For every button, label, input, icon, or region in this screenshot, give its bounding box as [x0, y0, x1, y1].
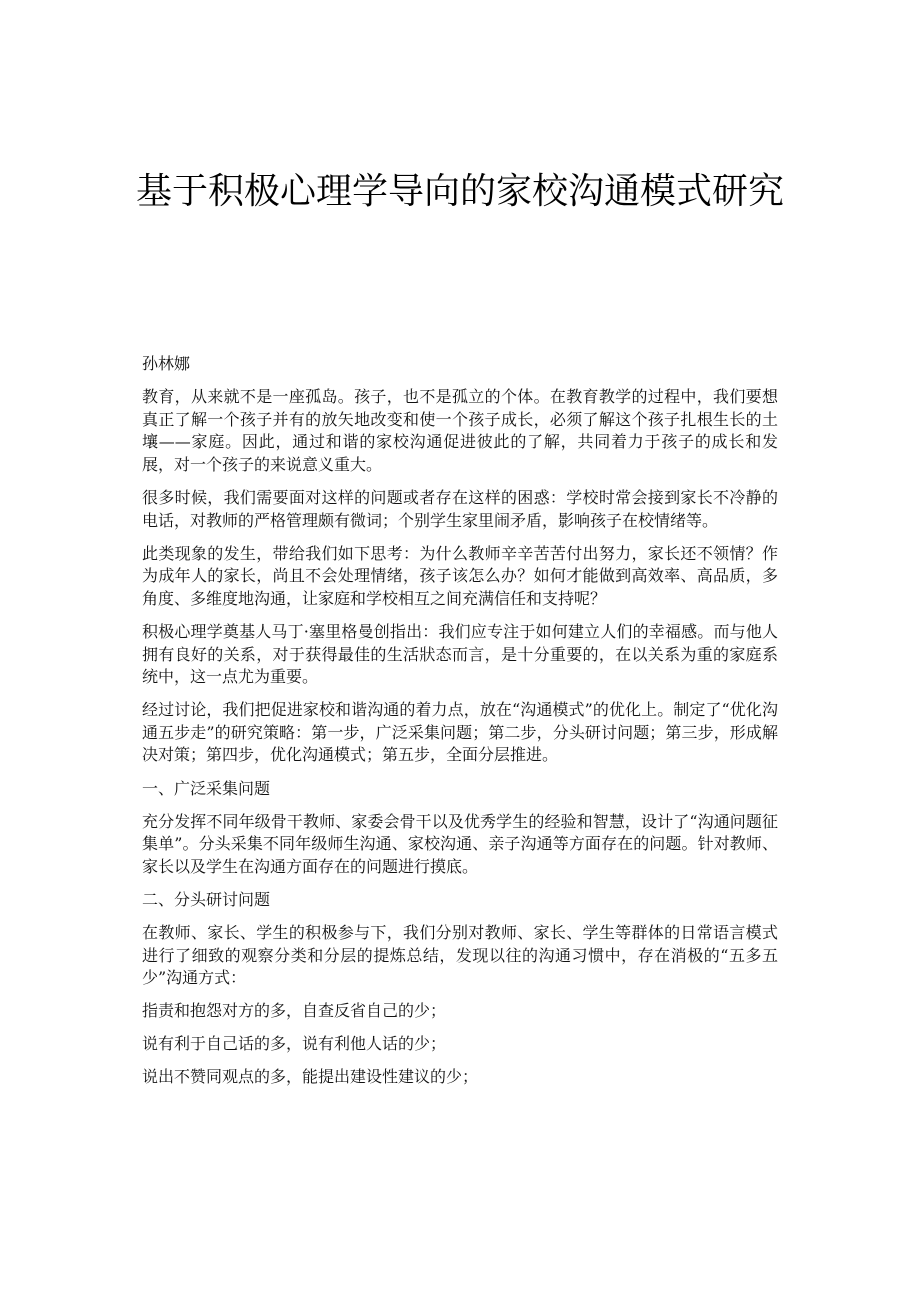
paragraph-problems: 很多时候，我们需要面对这样的问题或者存在这样的困惑：学校时常会接到家长不冷静的电话，对教师的严格管理颇有微词；个别学生家里闹矛盾，影响孩子在校情绪等。 [142, 487, 778, 530]
paragraph-intro: 教育，从来就不是一座孤岛。孩子，也不是孤立的个体。在教育教学的过程中，我们要想真正了解一个孩子并有的放矢地改变和使一个孩子成长，必须了解这个孩子扎根生长的土壤——家庭。因此，通过和谐的家校沟通促进彼此的了解，共同着力于孩子的成长和发展，对一个孩子的来说意义重大。 [142, 387, 778, 474]
document-body [142, 353, 778, 1100]
paragraph-positive-psychology: 积极心理学奠基人马丁·塞里格曼创指出：我们应专注于如何建立人们的幸福感。而与他人拥有良好的关系，对于获得最佳的生活狀态而言，是十分重要的，在以关系为重的家庭系统中，这一点尤为重要。 [142, 621, 778, 687]
list-item-blame: 指责和抱怨对方的多，自查反省自己的少； [142, 1001, 447, 1021]
list-item-disagreement: 说出不赞同观点的多，能提出建设性建议的少； [142, 1067, 479, 1087]
paragraph-discuss: 在教师、家长、学生的积极参与下，我们分别对教师、家长、学生等群体的日常语言模式进行了细致的观察分类和分层的提炼总结，发现以往的沟通习惯中，存在消极的“五多五少”沟通方式： [142, 922, 778, 988]
paragraph-collect: 充分发挥不同年级骨干教师、家委会骨干以及优秀学生的经验和智慧，设计了“沟通问题征集单”。分头采集不同年级师生沟通、家校沟通、亲子沟通等方面存在的问题。针对教师、家长以及学生在沟通方面存在的问题进行摸底。 [142, 811, 778, 876]
list-item-self-interest: 说有利于自己话的多，说有利他人话的少； [142, 1034, 447, 1054]
document-title: 基于积极心理学导向的家校沟通模式研究 [135, 171, 784, 212]
author-name: 孙林娜 [142, 354, 191, 373]
paragraph-reflection: 此类现象的发生，带给我们如下思考：为什么教师辛辛苦苦付出努力，家长还不领情？作为成年人的家长，尚且不会处理情绪，孩子该怎么办？如何才能做到高效率、高品质，多角度、多维度地沟通，让家庭和学校相互之间充满信任和支持呢？ [142, 543, 778, 608]
paragraph-strategy: 经过讨论，我们把促进家校和谐沟通的着力点，放在“沟通模式”的优化上。制定了“优化沟通五步走”的研究策略：第一步，广泛采集问题；第二步，分头研讨问题；第三步，形成解决对策；第四步，优化沟通模式；第五步，全面分层推进。 [142, 700, 778, 765]
section-heading-discuss: 二、分头研讨问题 [142, 889, 271, 909]
section-heading-collect: 一、广泛采集问题 [142, 778, 271, 798]
